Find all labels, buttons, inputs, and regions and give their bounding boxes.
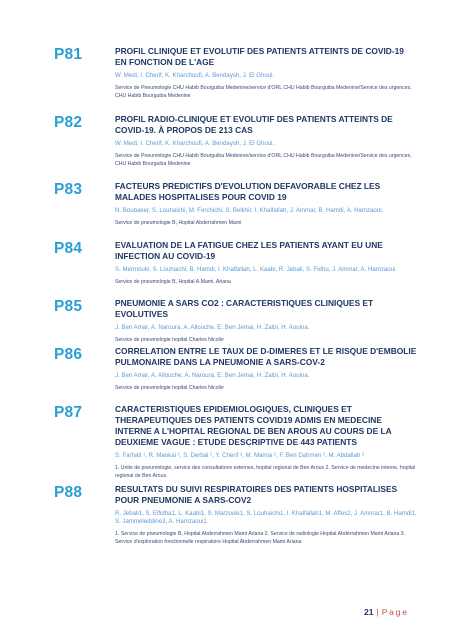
footer-separator: | xyxy=(376,607,379,617)
abstract-affiliation: Service de pneumologie B, Hopital A.Mami, Ariana xyxy=(115,279,231,285)
abstract-code: P85 xyxy=(54,298,83,315)
abstract-title: CARACTERISTIQUES EPIDEMIOLOGIQUES, CLINIQUES ET THERAPEUTIQUES DES PATIENTS COVID19 ADMIS EN MEDECINE INTERNE A L'HOPITAL REGIONAL DE BEN AROUS AU COURS DE LA DEUXIEME VAGUE : ETUDE DESCRIPTIVE DE 443 PATIENTS xyxy=(115,404,392,447)
abstract-authors: S. Mermouki, S. Louhaichi, B. Hamdi, I. Khalfallah, L. Kaabi, R. Jebali, S. Fidhu, J. Ammar, A. Hamzaoui. xyxy=(115,266,398,273)
abstract-affiliation: Service de pneumologie hopital Charles Nicolle xyxy=(115,337,224,343)
page-number: 21 xyxy=(364,607,374,617)
abstract-title: PROFIL CLINIQUE ET EVOLUTIF DES PATIENTS ATTEINTS DE COVID-19 EN FONCTION DE L'AGE xyxy=(115,46,404,67)
page-footer xyxy=(364,607,409,617)
abstract-authors: R. Jebali1, S. Elfidha1, L. Kaabi1, S. Marzouki1, S. Louhaichi1, I. Khalfallah1, M. Affes2, J. Ammar1, B. Hamdi1, S. Jammeleddine3, A. Hamzaoui1 xyxy=(115,510,417,525)
abstract-title: PNEUMONIE A SARS CO2 : CARACTERISTIQUES CLINIQUES ET EVOLUTIVES xyxy=(115,298,374,319)
abstract-title: PROFIL RADIO-CLINIQUE ET EVOLUTIF DES PATIENTS ATTEINTS DE COVID-19. À PROPOS DE 213 CAS xyxy=(115,114,393,135)
abstract-affiliation: Service de pneumologie hopital Charles Nicolle xyxy=(115,385,224,391)
abstract-affiliation: Service de Pneumologie CHU Habib Bourguiba Medenine/service d'ORL CHU Habib Bourguiba Medenine/Service des urgences, CHU Habib Bourguiba Medenine xyxy=(115,85,412,99)
abstract-authors: S. Farhati ¹, R. Mankai ², S. Derbal ², Y. Cherif ², M. Mamia ², F. Ben Dahmen ², M. Abdallah ² xyxy=(115,452,365,459)
abstract-code: P86 xyxy=(54,346,83,363)
abstract-code: P83 xyxy=(54,181,83,198)
abstract-code: P84 xyxy=(54,240,83,257)
abstract-affiliation: Service de Pneumologie CHU Habib Bourguiba Medenine/service d'ORL CHU Habib Bourguiba Medenine/Service des urgences, CHU Habib Bourguiba Medenine xyxy=(115,153,412,167)
abstract-authors: W. Medi, I. Cherif, K. Kharchoufi, A. Bendaysh, J. El Ghoul. xyxy=(115,140,275,147)
abstract-title: FACTEURS PREDICTIFS D'EVOLUTION DEFAVORABLE CHEZ LES MALADES HOSPITALISES POUR COVID 19 xyxy=(115,181,381,202)
abstract-authors: J. Ben Amar, A. Naroura, A. Allouche, E. Ben Jemai, H. Zaibi, H. Aouina. xyxy=(115,324,310,331)
page-label: Page xyxy=(381,607,409,617)
abstract-authors: J. Ben Amar, A. Allouche, A. Naroura, E. Ben Jemai, H. Zaibi, H. Aouina. xyxy=(115,372,310,379)
abstract-code: P87 xyxy=(54,404,83,421)
abstract-affiliation: 1. Unite de pneumologie, service des consultations externes, hopital regional de Ben Arous 2. Service de medecine interne, hopital regional de Ben Arous. xyxy=(115,465,416,479)
abstract-code: P88 xyxy=(54,484,83,501)
abstract-code: P82 xyxy=(54,114,83,131)
abstract-title: RESULTATS DU SUIVI RESPIRATOIRES DES PATIENTS HOSPITALISES POUR PNEUMONIE A SARS-COV2 xyxy=(115,484,398,505)
abstract-code: P81 xyxy=(54,46,83,63)
abstract-title: CORRELATION ENTRE LE TAUX DE D-DIMERES ET LE RISQUE D'EMBOLIE PULMONAIRE DANS LA PNEUMONIE A SARS-COV-2 xyxy=(115,346,417,367)
abstract-affiliation: Service de pneumologie B, Hopital Abderrahmen Mami xyxy=(115,220,242,226)
abstract-affiliation: 1. Service de pneumologie B, Hopital Abderrahmen Mami Ariana 2. Service de radiologie Hopital Abderrahmen Mami Ariana 3. Service d'exploration fonctionnelle respiratoire Hopital Abderrahmen Mami Ariana xyxy=(115,531,406,545)
abstract-authors: W. Medi, I. Cherif, K. Kharchoufi, A. Bendaysh, J. El Ghoul. xyxy=(115,72,275,79)
abstract-authors: N. Boubaker, S. Louhaichi, M. Ferchichi, S. Belkhir, I. Khalfallah, J. Ammar, B. Hamdi, A. Hamzaoui. xyxy=(115,207,384,214)
abstract-title: EVALUATION DE LA FATIGUE CHEZ LES PATIENTS AYANT EU UNE INFECTION AU COVID-19 xyxy=(115,240,383,261)
